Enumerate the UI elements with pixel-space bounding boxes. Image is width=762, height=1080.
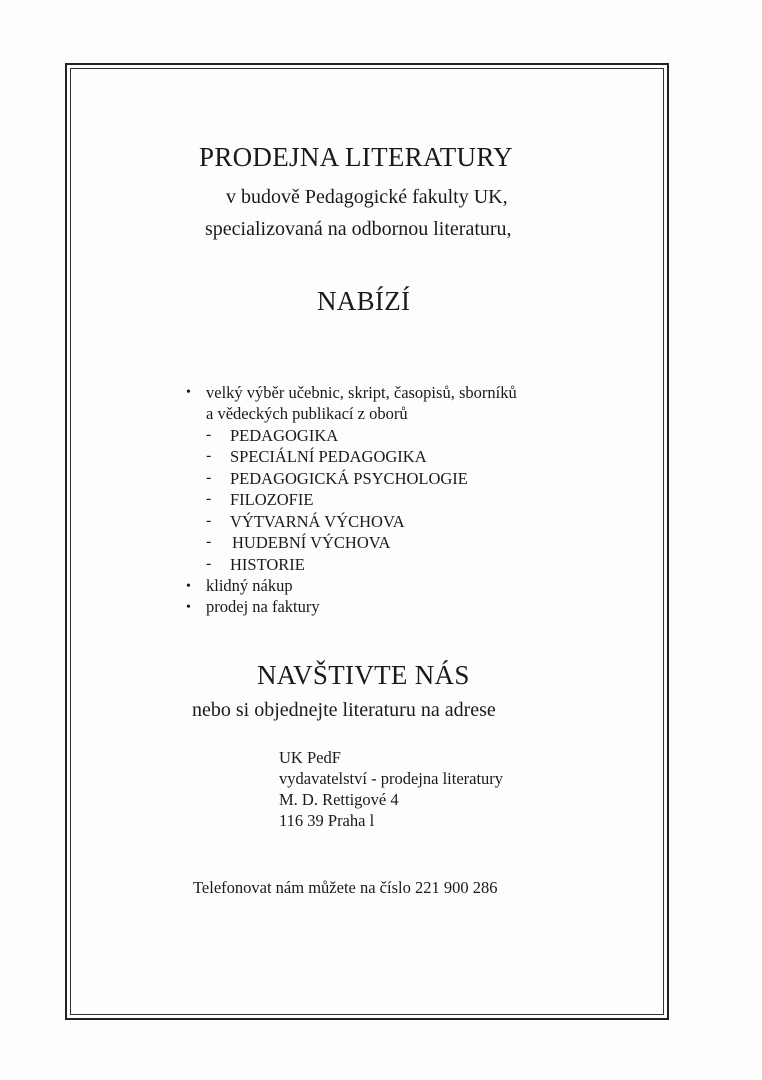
offer-item-1-continuation: a vědeckých publikací z oborů: [206, 404, 408, 423]
field-item: VÝTVARNÁ VÝCHOVA: [230, 512, 405, 531]
offer-item-3: prodej na faktury: [206, 597, 320, 616]
dash-icon: -: [206, 555, 212, 572]
address-line: M. D. Rettigové 4: [279, 790, 399, 809]
dash-icon: -: [206, 469, 212, 486]
visit-heading: NAVŠTIVTE NÁS: [257, 660, 470, 690]
offer-item-1: velký výběr učebnic, skript, časopisů, sborníků: [206, 383, 517, 402]
field-item: PEDAGOGICKÁ PSYCHOLOGIE: [230, 469, 468, 488]
field-item: PEDAGOGIKA: [230, 426, 339, 445]
field-item: HISTORIE: [230, 555, 305, 574]
field-item: HUDEBNÍ VÝCHOVA: [232, 533, 391, 552]
dash-icon: -: [206, 533, 212, 550]
address-line: 116 39 Praha l: [279, 811, 375, 830]
bullet-icon: •: [186, 385, 191, 400]
offers-heading: NABÍZÍ: [317, 286, 411, 316]
address-line: vydavatelství - prodejna literatury: [279, 769, 504, 788]
phone-line: Telefonovat nám můžete na číslo 221 900 286: [193, 878, 498, 897]
field-item: FILOZOFIE: [230, 490, 314, 509]
bullet-icon: •: [186, 579, 191, 594]
bullet-icon: •: [186, 600, 191, 615]
visit-subheading: nebo si objednejte literaturu na adrese: [192, 699, 496, 721]
subtitle-line-1: v budově Pedagogické fakulty UK,: [226, 186, 508, 208]
field-item: SPECIÁLNÍ PEDAGOGIKA: [230, 447, 427, 466]
page-title: PRODEJNA LITERATURY: [199, 142, 513, 172]
dash-icon: -: [206, 426, 212, 443]
address-line: UK PedF: [279, 748, 341, 767]
dash-icon: -: [206, 512, 212, 529]
dash-icon: -: [206, 490, 212, 507]
dash-icon: -: [206, 447, 212, 464]
offer-item-2: klidný nákup: [206, 576, 293, 595]
subtitle-line-2: specializovaná na odbornou literaturu,: [205, 218, 512, 240]
